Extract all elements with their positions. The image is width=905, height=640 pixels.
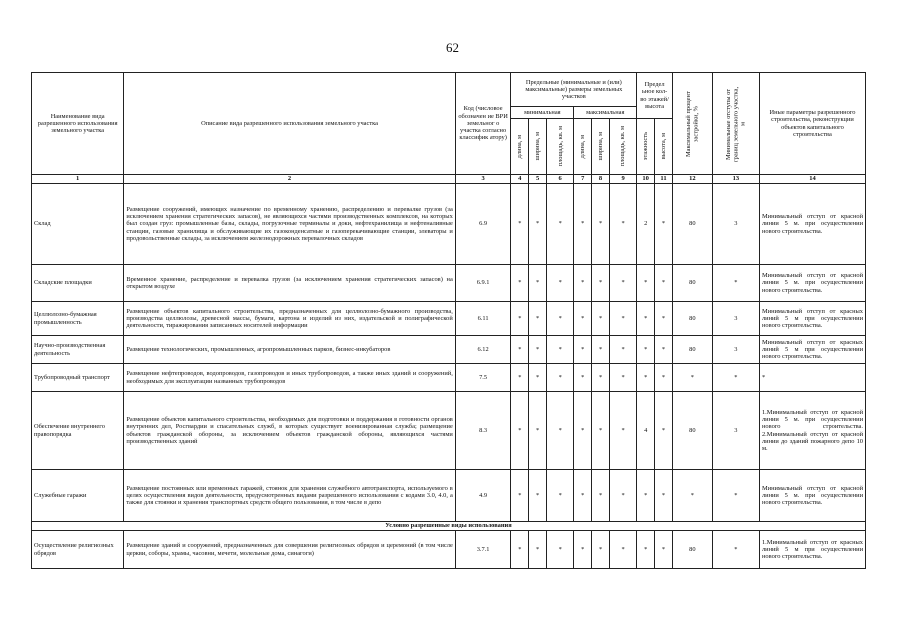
table-row xyxy=(32,364,866,392)
param-value: * xyxy=(511,531,529,569)
param-value: * xyxy=(511,302,529,336)
param-value: * xyxy=(592,302,610,336)
param-value: * xyxy=(637,470,655,522)
use-code: 8.3 xyxy=(455,392,511,470)
use-name: Служебные гаражи xyxy=(32,470,124,522)
table-row xyxy=(32,336,866,364)
param-value: * xyxy=(511,265,529,302)
use-name: Трубопроводный транспорт xyxy=(32,364,124,392)
header-name: Наименование вида разрешенного использования земельного участка xyxy=(32,73,124,175)
param-value: * xyxy=(655,265,673,302)
zoning-table xyxy=(31,72,866,569)
param-value: * xyxy=(547,364,574,392)
table-row xyxy=(32,265,866,302)
header-min-area: площадь, кв. м xyxy=(547,119,574,175)
other-params: * xyxy=(759,364,865,392)
use-name: Склад xyxy=(32,184,124,265)
param-value: * xyxy=(592,364,610,392)
column-number: 9 xyxy=(609,175,636,184)
param-value: * xyxy=(592,265,610,302)
section-title: Условно разрешенные виды использования xyxy=(32,522,866,531)
param-value: 3 xyxy=(712,184,759,265)
param-value: * xyxy=(574,184,592,265)
use-code: 6.12 xyxy=(455,336,511,364)
column-number: 5 xyxy=(529,175,547,184)
other-params: Минимальный отступ от красной линии 5 м. при осуществлении нового строительства. xyxy=(759,470,865,522)
header-min: минимальная xyxy=(511,107,574,119)
header-min-width: ширина, м xyxy=(529,119,547,175)
column-number: 10 xyxy=(637,175,655,184)
param-value: * xyxy=(592,470,610,522)
use-name: Целлюлозно-бумажная промышленность xyxy=(32,302,124,336)
header-setback: Минимальные отступы от границ земельного участка, м xyxy=(712,73,759,175)
param-value: * xyxy=(609,364,636,392)
use-code: 6.9 xyxy=(455,184,511,265)
column-number: 13 xyxy=(712,175,759,184)
param-value: 2 xyxy=(637,184,655,265)
param-value: 3 xyxy=(712,392,759,470)
header-height: высота, м xyxy=(655,119,673,175)
param-value: * xyxy=(547,531,574,569)
param-value: 80 xyxy=(672,531,712,569)
column-number: 12 xyxy=(672,175,712,184)
param-value: * xyxy=(609,184,636,265)
other-params: Минимальный отступ от красных линий 5 м при осуществлении нового строительства. xyxy=(759,336,865,364)
param-value: * xyxy=(655,392,673,470)
header-code: Код (числовое обозначен ие ВРИ земельног о участка согласно классифик атору) xyxy=(455,73,511,175)
param-value: * xyxy=(609,392,636,470)
header-other: Иные параметры разрешенного строительства, реконструкции объектов капитального строительства xyxy=(759,73,865,175)
header-max-area: площадь, кв. м xyxy=(609,119,636,175)
param-value: * xyxy=(592,184,610,265)
param-value: * xyxy=(511,470,529,522)
table-row xyxy=(32,470,866,522)
param-value: * xyxy=(547,392,574,470)
param-value: * xyxy=(609,302,636,336)
column-number: 3 xyxy=(455,175,511,184)
use-name: Складские площадки xyxy=(32,265,124,302)
param-value: * xyxy=(529,364,547,392)
param-value: 80 xyxy=(672,392,712,470)
param-value: * xyxy=(609,470,636,522)
use-description: Размещение объектов капитального строительства, необходимых для подготовки и поддержания в готовности органов внутренних дел, Росгвардии и спасательных служб, в которых существует военизированная служба; размещение объектов гражданской обороны, за исключением объектов гражданской обороны, являющихся частями производственных зданий xyxy=(124,392,455,470)
param-value: * xyxy=(511,184,529,265)
param-value: * xyxy=(712,470,759,522)
param-value: * xyxy=(574,265,592,302)
param-value: * xyxy=(712,364,759,392)
param-value: * xyxy=(637,531,655,569)
use-description: Размещение сооружений, имеющих назначение по временному хранению, распределению и перевалке грузов (за исключением хранения стратегических запасов), не являющихся частями производственных комплексов, на которых был создан груз: промышленные базы, склады, погрузочные терминалы и доки, нефтехранилища и нефтеналивные станции, газовые хранилища и обслуживающие их газоконденсатные и газоперекачивающие станции, элеваторы и продовольственные склады, за исключением железнодорожных перевалочных складов xyxy=(124,184,455,265)
column-number: 1 xyxy=(32,175,124,184)
page-number: 62 xyxy=(446,40,459,55)
param-value: * xyxy=(637,336,655,364)
header-floor-count: этажность xyxy=(637,119,655,175)
param-value: * xyxy=(574,364,592,392)
param-value: * xyxy=(574,302,592,336)
use-description: Временное хранение, распределение и перевалка грузов (за исключением хранения стратегических запасов) на открытом воздухе xyxy=(124,265,455,302)
column-number-row xyxy=(32,175,866,184)
other-params: 1.Минимальный отступ от красной линии 5 м. при осуществлении нового строительства. 2.Минимальный отступ от красной линии до зданий пожарного депо 10 м. xyxy=(759,392,865,470)
param-value: * xyxy=(655,336,673,364)
param-value: * xyxy=(574,392,592,470)
param-value: 80 xyxy=(672,265,712,302)
use-code: 4.9 xyxy=(455,470,511,522)
use-description: Размещение технологических, промышленных, агропромышленных парков, бизнес-инкубаторов xyxy=(124,336,455,364)
param-value: * xyxy=(511,364,529,392)
param-value: * xyxy=(592,336,610,364)
param-value: 3 xyxy=(712,336,759,364)
header-min-length: длина, м xyxy=(511,119,529,175)
param-value: * xyxy=(637,364,655,392)
use-code: 3.7.1 xyxy=(455,531,511,569)
use-description: Размещение нефтепроводов, водопроводов, газопроводов и иных трубопроводов, а также иных зданий и сооружений, необходимых для эксплуатации названных трубопроводов xyxy=(124,364,455,392)
param-value: * xyxy=(609,336,636,364)
column-number: 8 xyxy=(592,175,610,184)
table-row xyxy=(32,184,866,265)
param-value: * xyxy=(529,184,547,265)
use-name: Научно-производственная деятельность xyxy=(32,336,124,364)
param-value: * xyxy=(511,336,529,364)
param-value: * xyxy=(592,531,610,569)
other-params: 1.Минимальный отступ от красных линий 5 м при осуществлении нового строительства. xyxy=(759,531,865,569)
param-value: * xyxy=(547,184,574,265)
param-value: * xyxy=(529,470,547,522)
column-number: 6 xyxy=(547,175,574,184)
param-value: * xyxy=(609,265,636,302)
param-value: 80 xyxy=(672,302,712,336)
header-max-length: длина, м xyxy=(574,119,592,175)
param-value: * xyxy=(529,336,547,364)
param-value: * xyxy=(655,184,673,265)
param-value: 80 xyxy=(672,336,712,364)
param-value: * xyxy=(637,265,655,302)
param-value: * xyxy=(574,336,592,364)
param-value: * xyxy=(637,302,655,336)
column-number: 7 xyxy=(574,175,592,184)
use-description: Размещение постоянных или временных гаражей, стоянок для хранения служебного автотранспорта, используемого в целях осуществления видов деятельности, предусмотренных видами разрешенного использования с кодами 3.0, 4.0, а также для стоянки и хранения транспортных средств общего пользования, в том числе в депо xyxy=(124,470,455,522)
column-number: 2 xyxy=(124,175,455,184)
header-floors: Предел ьное кол-во этажей/ высота xyxy=(637,73,673,119)
use-code: 6.11 xyxy=(455,302,511,336)
table-row xyxy=(32,531,866,569)
param-value: * xyxy=(655,302,673,336)
param-value: * xyxy=(712,531,759,569)
param-value: 4 xyxy=(637,392,655,470)
use-code: 6.9.1 xyxy=(455,265,511,302)
param-value: * xyxy=(672,364,712,392)
header-density: Максимальный процент застройки, % xyxy=(672,73,712,175)
param-value: * xyxy=(592,392,610,470)
param-value: * xyxy=(511,392,529,470)
table-row xyxy=(32,392,866,470)
use-description: Размещение объектов капитального строительства, предназначенных для целлюлозно-бумажного производства, производства целлюлозы, древесной массы, бумаги, картона и изделий из них, издательской и полиграфической деятельности, тиражирования записанных носителей информации xyxy=(124,302,455,336)
param-value: * xyxy=(712,265,759,302)
param-value: * xyxy=(547,265,574,302)
use-name: Обеспечение внутреннего правопорядка xyxy=(32,392,124,470)
other-params: Минимальный отступ от красной линии 5 м. при осуществлении нового строительства. xyxy=(759,265,865,302)
param-value: * xyxy=(609,531,636,569)
use-description: Размещение зданий и сооружений, предназначенных для совершения религиозных обрядов и церемоний (в том числе церкви, соборы, храмы, часовни, мечети, молельные дома, синагоги) xyxy=(124,531,455,569)
param-value: 80 xyxy=(672,184,712,265)
param-value: * xyxy=(655,531,673,569)
param-value: 3 xyxy=(712,302,759,336)
table-row xyxy=(32,302,866,336)
param-value: * xyxy=(574,531,592,569)
other-params: Минимальный отступ от красных линий 5 м при осуществлении нового строительства. xyxy=(759,302,865,336)
param-value: * xyxy=(547,336,574,364)
other-params: Минимальный отступ от красной линии 5 м. при осуществлении нового строительства. xyxy=(759,184,865,265)
header-max-width: ширина, м xyxy=(592,119,610,175)
header-max: максимальная xyxy=(574,107,637,119)
param-value: * xyxy=(547,302,574,336)
use-code: 7.5 xyxy=(455,364,511,392)
param-value: * xyxy=(547,470,574,522)
column-number: 4 xyxy=(511,175,529,184)
param-value: * xyxy=(655,364,673,392)
param-value: * xyxy=(529,302,547,336)
section-row xyxy=(32,522,866,531)
param-value: * xyxy=(655,470,673,522)
param-value: * xyxy=(529,531,547,569)
header-sizes: Предельные (минимальные и (или) максимальные) размеры земельных участков xyxy=(511,73,637,107)
column-number: 11 xyxy=(655,175,673,184)
header-description: Описание вида разрешенного использования земельного участка xyxy=(124,73,455,175)
param-value: * xyxy=(672,470,712,522)
param-value: * xyxy=(529,392,547,470)
column-number: 14 xyxy=(759,175,865,184)
use-name: Осуществление религиозных обрядов xyxy=(32,531,124,569)
param-value: * xyxy=(529,265,547,302)
param-value: * xyxy=(574,470,592,522)
